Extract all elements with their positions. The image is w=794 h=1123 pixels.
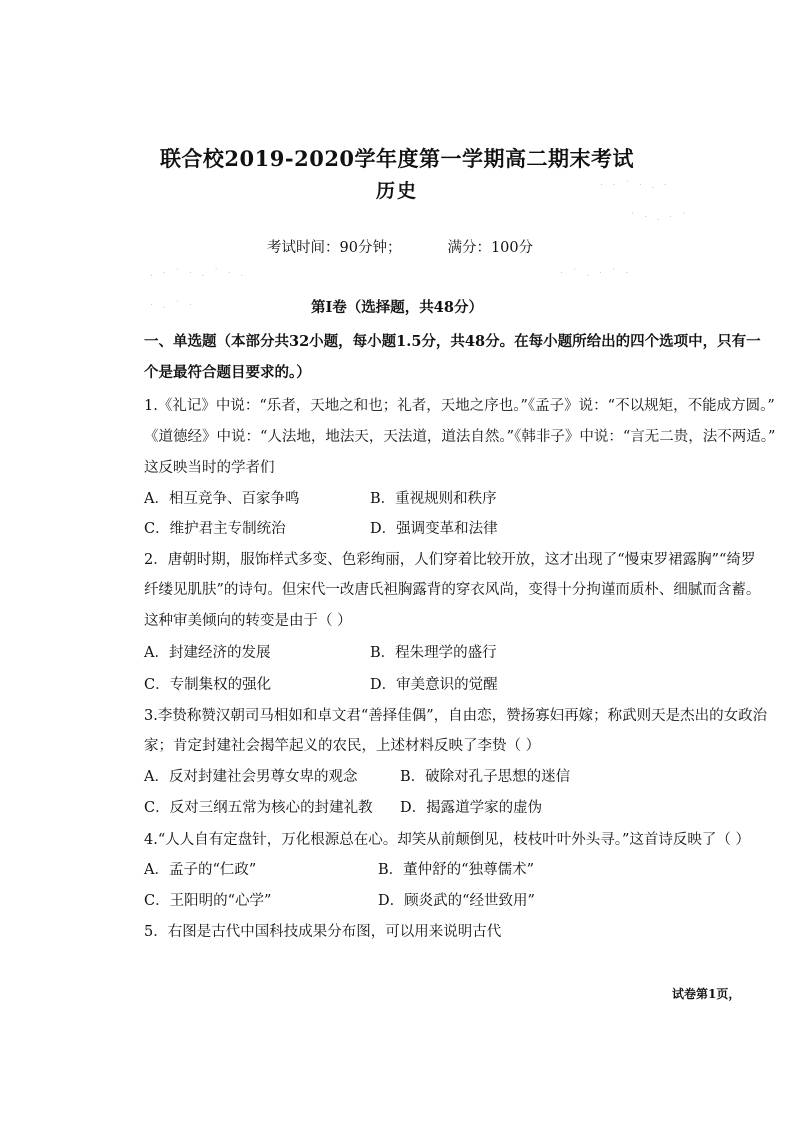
option-b: B．程朱理学的盛行 [370, 645, 497, 661]
instructions-line: 个是最符合题目要求的。） [144, 364, 311, 381]
option-b: B．重视规则和秩序 [370, 491, 497, 507]
exam-score: 满分：100分 [447, 240, 534, 256]
option-c: C．专制集权的强化 [144, 677, 272, 693]
scan-noise: . · ˙ · . ˙ · . [150, 268, 247, 279]
page-number: 试卷第1页， [672, 987, 741, 1001]
option-c: C．王阳明的“心学” [144, 893, 272, 909]
instructions-line: 一、单选题（本部分共32小题，每小题1.5分，共48分。在每小题所给出的四个选项中，只有一 [144, 333, 761, 350]
question-stem: 5．右图是古代中国科技成果分布图，可以用来说明古代 [144, 924, 502, 940]
scan-noise: · · ˙ · . · [600, 180, 670, 191]
question-stem: 3.李贽称赞汉朝司马相如和卓文君“善择佳偶”，自由恋，赞扬寡妇再嫁；称武则天是杰出的女政治 [144, 708, 768, 724]
scan-noise: ˙ · . · ˙ [630, 212, 690, 223]
section-heading: 第Ⅰ卷（选择题，共48分） [311, 299, 483, 316]
scan-noise: · . ˙ · [150, 300, 196, 311]
option-d: D．强调变革和法律 [370, 521, 498, 537]
option-d: D．审美意识的觉醒 [370, 677, 498, 693]
question-stem: 1.《礼记》中说：“乐者，天地之和也；礼者，天地之序也。”《孟子》说：“不以规矩，不能成方圆。” [144, 398, 775, 414]
option-c: C．维护君主专制统治 [144, 521, 286, 537]
exam-title: 联合校2019-2020学年度第一学期高二期末考试 [159, 146, 635, 171]
option-b: B．董仲舒的“独尊儒术” [378, 862, 534, 878]
option-b: B．破除对孔子思想的迷信 [400, 769, 571, 785]
question-stem: 这反映当时的学者们 [144, 460, 275, 476]
question-stem: 家；肯定封建社会揭竿起义的农民，上述材料反映了李贽（ ） [144, 738, 541, 754]
option-a: A．孟子的“仁政” [144, 862, 257, 878]
question-stem: 《道德经》中说：“人法地，地法天，天法道，道法自然。”《韩非子》中说：“言无二贵，法不两适。” [144, 429, 776, 445]
question-stem: 这种审美倾向的转变是由于（ ） [144, 613, 352, 629]
question-stem: 纤缕见肌肤”的诗句。但宋代一改唐氏袒胸露背的穿衣风尚，变得十分拘谨而质朴、细腻而含蓄。 [144, 582, 761, 598]
option-a: A．封建经济的发展 [144, 645, 271, 661]
option-a: A．相互竞争、百家争鸣 [144, 491, 300, 507]
exam-subject: 历史 [375, 180, 418, 202]
question-stem: 2．唐朝时期，服饰样式多变、色彩绚丽，人们穿着比较开放，这才出现了“慢束罗裙露胸”“绮罗 [144, 552, 756, 568]
option-d: D．揭露道学家的虚伪 [400, 800, 543, 816]
option-c: C．反对三纲五常为核心的封建礼教 [144, 800, 373, 816]
option-d: D．顾炎武的“经世致用” [378, 893, 535, 909]
exam-info [267, 236, 533, 257]
scan-noise: · ˙ . · ˙ · [560, 268, 632, 279]
question-stem: 4.“人人自有定盘针，万化根源总在心。却笑从前颠倒见，枝枝叶叶外头寻。”这首诗反映了（ ） [144, 832, 751, 848]
exam-time: 考试时间：90分钟； [267, 240, 402, 256]
option-a: A．反对封建社会男尊女卑的观念 [144, 769, 358, 785]
